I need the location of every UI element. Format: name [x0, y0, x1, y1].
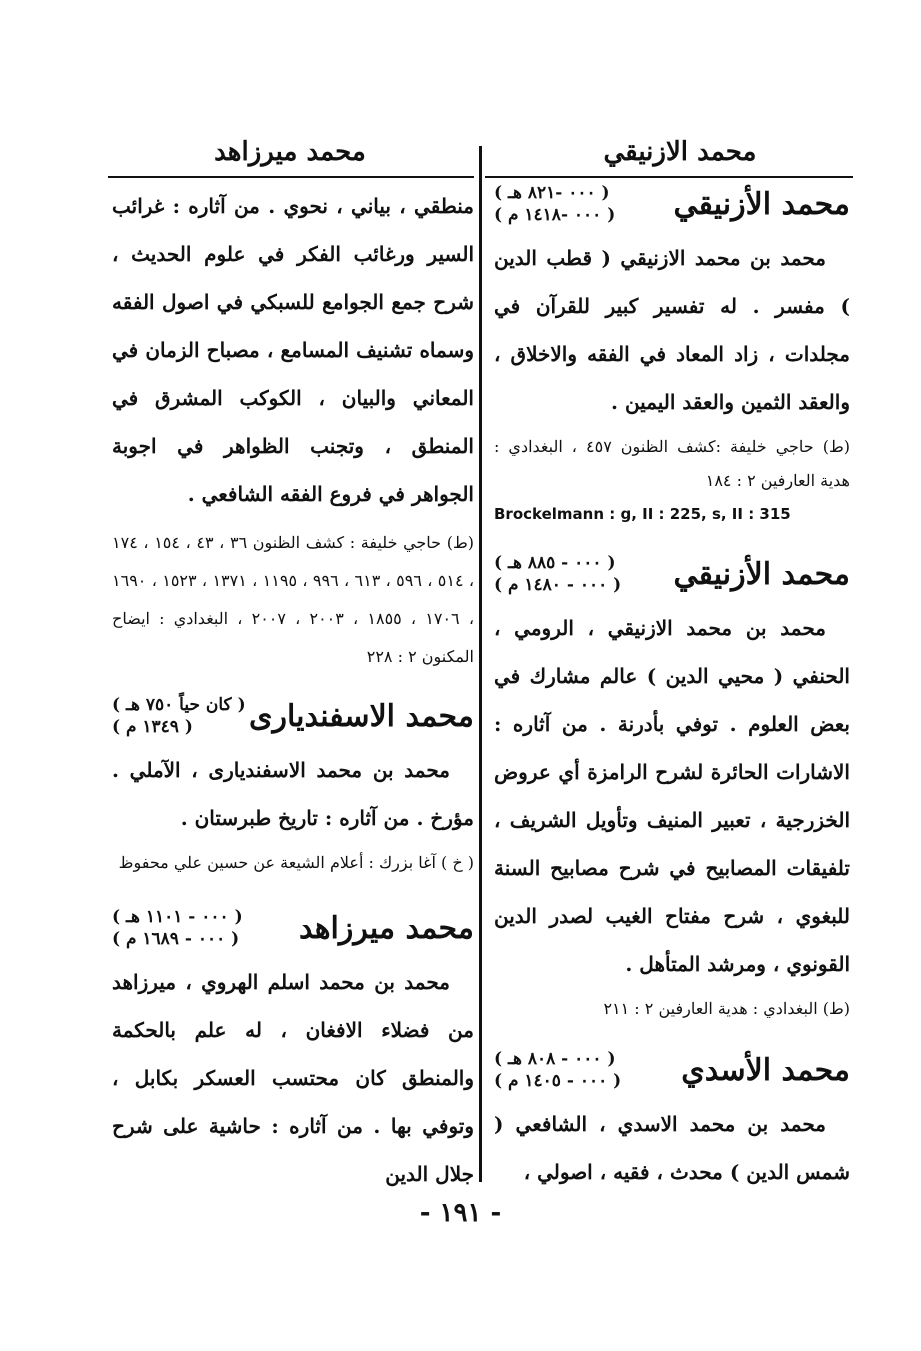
header-rule-left: [108, 176, 474, 178]
date-hijri: ( ٠٠٠ - ٨٨٥ هـ ): [494, 553, 616, 573]
entry-references: (ط) حاجي خليفة :كشف الظنون ٤٥٧ ، البغدادي : هدية العارفين ٢ : ١٨٤: [494, 437, 851, 490]
entry-dates: [494, 1048, 621, 1092]
entry-heading: [112, 906, 474, 950]
left-column: [112, 182, 474, 1198]
entry-dates: [494, 182, 615, 226]
entry-body: محمد بن محمد الازنيقي ، الرومي ، الحنفي ( محيي الدين ) عالم مشارك في بعض العلوم . توفي بأدرنة . من آثاره : الاشارات الحائرة لشرح الرامزة أي عروض الخزرجية ، تعبير المنيف وتأويل الشريف ، تلفيقات المصابيح في شرح مصابيح السنة للبغوي ، شرح مفتاح الغيب لصدر الدين القونوي ، ومرشد المتأهل .: [494, 616, 850, 976]
entry-asadi: [494, 1048, 850, 1196]
date-gregorian: ( ٠٠٠ - ١٤٠٥ م ): [494, 1071, 622, 1091]
continued-references: (ط) حاجي خليفة : كشف الظنون ٣٦ ، ٤٣ ، ١٥٤ ، ١٧٤ ، ٥١٤ ، ٥٩٦ ، ٦١٣ ، ٩٩٦ ، ١١٩٥ ، ١٣٧١ ، ١٥٢٣ ، ١٦٩٠ ، ١٧٠٦ ، ١٨٥٥ ، ٢٠٠٣ ، ٢٠٠٧ ، البغدادي : ايضاح المكنون ٢ : ٢٢٨: [112, 533, 475, 666]
entry-body: محمد بن محمد الازنيقي ( قطب الدين ) مفسر . له تفسير كبير للقرآن في مجلدات ، زاد المعاد في الفقه والاخلاق ، والعقد الثمين والعقد اليمين .: [494, 246, 850, 414]
entry-heading: [112, 694, 474, 738]
header-rule-right: [485, 176, 853, 178]
date-hijri: ( ٠٠٠ - ١١٠١ هـ ): [112, 907, 243, 927]
entry-dates: [112, 906, 243, 950]
date-gregorian: ( ٠٠٠ - ١٦٨٩ م ): [112, 929, 240, 949]
date-gregorian: ( ٠٠٠ -١٤١٨ م ): [494, 205, 616, 225]
entry-azniki-1: [494, 182, 850, 526]
entry-dates: [494, 552, 621, 596]
running-head-right: محمد الازنيقي: [603, 137, 757, 167]
entry-name: محمد الأزنيقي: [673, 186, 850, 222]
date-gregorian: ( ٠٠٠ - ١٤٨٠ م ): [494, 575, 622, 595]
date-hijri: ( كان حياً ٧٥٠ هـ ): [112, 695, 246, 715]
entry-azniki-2: [494, 552, 850, 1026]
entry-mirzahid: [112, 906, 474, 1198]
column-divider: [479, 146, 482, 1182]
date-hijri: ( ٠٠٠ - ٨٠٨ هـ ): [494, 1049, 616, 1069]
entry-name: محمد الاسفنديارى: [249, 698, 474, 734]
entry-isfandiyari: [112, 694, 474, 880]
entry-body: محمد بن محمد الاسدي ، الشافعي ( شمس الدين ) محدث ، فقيه ، اصولي ،: [494, 1112, 850, 1184]
entry-latin-reference: Brockelmann : g, II : 225, s, II : 315: [494, 505, 791, 523]
right-column: [494, 182, 850, 1196]
entry-body: محمد بن محمد الاسفنديارى ، الآملي . مؤرخ . من آثاره : تاريخ طبرستان .: [112, 758, 474, 830]
entry-heading: [494, 182, 850, 226]
entry-body: محمد بن محمد اسلم الهروي ، ميرزاهد من فضلاء الافغان ، له علم بالحكمة والمنطق كان محتسب العسكر بكابل ، وتوفي بها . من آثاره : حاشية على شرح جلال الدين: [112, 970, 474, 1186]
entry-name: محمد ميرزاهد: [298, 910, 474, 946]
running-head-left: محمد ميرزاهد: [214, 137, 366, 167]
entry-references: (ط) البغدادي : هدية العارفين ٢ : ٢١١: [603, 999, 850, 1018]
date-hijri: ( ٠٠٠ -٨٢١ هـ ): [494, 183, 610, 203]
entry-name: محمد الأسدي: [681, 1052, 850, 1088]
entry-dates: [112, 694, 246, 738]
date-gregorian: ( ١٣٤٩ م ): [112, 717, 193, 737]
entry-name: محمد الأزنيقي: [673, 556, 850, 592]
entry-heading: [494, 1048, 850, 1092]
continued-body: منطقي ، بياني ، نحوي . من آثاره : غرائب السير ورغائب الفكر في علوم الحديث ، شرح جمع الجوامع للسبكي في اصول الفقه وسماه تشنيف المسامع ، مصباح الزمان في المعاني والبيان ، الكوكب المشرق في المنطق ، وتجنب الظواهر في اجوبة الجواهر في فروع الفقه الشافعي .: [112, 194, 474, 506]
entry-references: ( خ ) آغا بزرك : أعلام الشيعة عن حسين علي محفوظ: [118, 853, 474, 872]
page-number: - ١٩١ -: [419, 1198, 502, 1228]
entry-heading: [494, 552, 850, 596]
